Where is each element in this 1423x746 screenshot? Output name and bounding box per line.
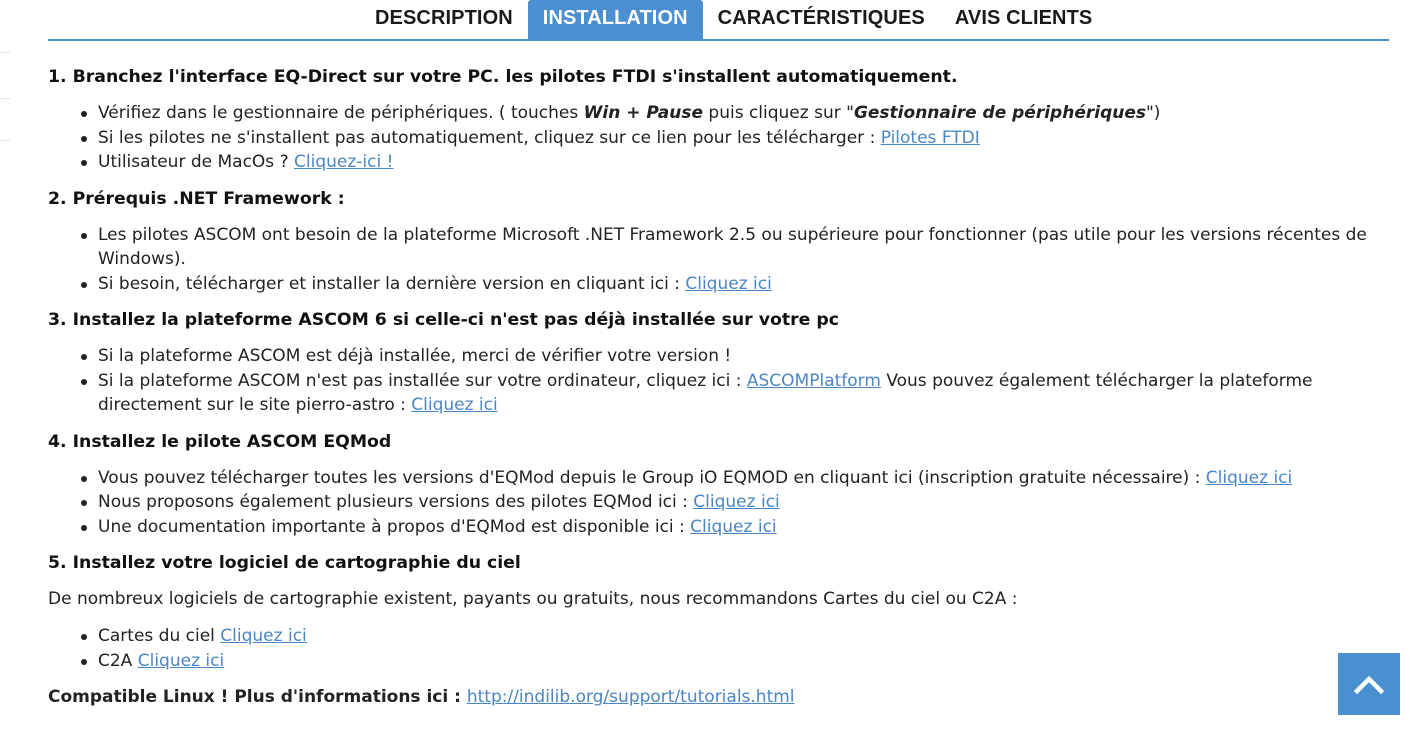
installation-content: [48, 65, 1393, 722]
item-text: Utilisateur de MacOs ?: [98, 152, 294, 172]
list-item: [98, 515, 1393, 540]
tab-caracteristiques[interactable]: CARACTÉRISTIQUES: [717, 7, 925, 29]
section-3-list: [48, 344, 1393, 418]
eqmod-group-link[interactable]: Cliquez ici: [1205, 467, 1293, 488]
indilib-link[interactable]: http://indilib.org/support/tutorials.html: [466, 687, 795, 707]
item-text: C2A: [98, 650, 138, 671]
list-item: [98, 369, 1393, 418]
c2a-link[interactable]: Cliquez ici: [137, 650, 225, 671]
left-edge-marks: [0, 0, 10, 160]
section-1-list: [48, 101, 1393, 175]
section-4-list: [48, 466, 1393, 540]
item-text: Si la plateforme ASCOM est déjà installée, merci de vérifier votre version !: [98, 346, 732, 366]
list-item: [98, 649, 1393, 674]
item-text: "): [1145, 103, 1161, 123]
macos-link[interactable]: Cliquez-ici !: [294, 152, 394, 172]
section-4-heading: 4. Installez le pilote ASCOM EQMod: [48, 431, 392, 452]
item-text: Si besoin, télécharger et installer la dernière version en cliquant ici :: [98, 273, 686, 294]
list-item: [98, 344, 1393, 369]
list-item: [98, 272, 1393, 297]
linux-note-label: Compatible Linux ! Plus d'informations ici :: [48, 687, 467, 707]
item-text: Vous pouvez télécharger toutes les versions d'EQMod depuis le Group iO EQMOD en cliquant ici (inscription gratuite nécessaire) :: [98, 467, 1206, 488]
tab-avis-clients[interactable]: AVIS CLIENTS: [954, 7, 1093, 29]
section-3-heading: 3. Installez la plateforme ASCOM 6 si celle-ci n'est pas déjà installée sur votre pc: [48, 310, 839, 330]
section-5-intro: De nombreux logiciels de cartographie existent, payants ou gratuits, nous recommandons Cartes du ciel ou C2A :: [48, 589, 1018, 609]
list-item: [98, 101, 1393, 126]
item-text: Une documentation importante à propos d'EQMod est disponible ici :: [98, 516, 691, 537]
item-text: Vérifiez dans le gestionnaire de périphériques. ( touches: [98, 103, 584, 123]
section-2-heading: 2. Prérequis .NET Framework :: [48, 188, 345, 209]
shortcut-keys: Win + Pause: [583, 103, 703, 123]
ascom-platform-link[interactable]: ASCOMPlatform: [746, 370, 881, 391]
eqmod-versions-link[interactable]: Cliquez ici: [693, 492, 780, 512]
chevron-up-icon: [1354, 674, 1384, 694]
item-text: Les pilotes ASCOM ont besoin de la plateforme Microsoft .NET Framework 2.5 ou supérieure pour fonctionner (pas utile pour les versions récentes de Windows).: [98, 224, 1367, 269]
linux-note: [48, 685, 1393, 709]
tab-description[interactable]: DESCRIPTION: [375, 7, 513, 29]
tab-row: [360, 0, 1107, 39]
item-text: Nous proposons également plusieurs versions des pilotes EQMod ici :: [98, 492, 694, 512]
section-2-list: [48, 223, 1393, 297]
section-5-heading: 5. Installez votre logiciel de cartographie du ciel: [48, 553, 521, 573]
list-item: [98, 466, 1393, 491]
ftdi-drivers-link[interactable]: Pilotes FTDI: [880, 127, 980, 148]
list-item: [98, 490, 1393, 515]
item-text: Cartes du ciel: [98, 626, 221, 646]
item-text: Vous pouvez également télécharger la plateforme directement sur le site pierro-astro :: [98, 370, 1313, 415]
eqmod-docs-link[interactable]: Cliquez ici: [690, 516, 777, 537]
list-item: [98, 223, 1393, 272]
cartes-du-ciel-link[interactable]: Cliquez ici: [220, 626, 307, 646]
section-5-list: [48, 624, 1393, 673]
section-1-heading: 1. Branchez l'interface EQ-Direct sur votre PC. les pilotes FTDI s'installent automatiquement.: [48, 67, 958, 87]
item-text: Si les pilotes ne s'installent pas automatiquement, cliquez sur ce lien pour les télécharger :: [98, 127, 881, 148]
item-text: puis cliquez sur ": [703, 103, 854, 123]
item-text: Si la plateforme ASCOM n'est pas installée sur votre ordinateur, cliquez ici :: [98, 370, 747, 391]
pierro-astro-link[interactable]: Cliquez ici: [411, 395, 498, 415]
device-manager-label: Gestionnaire de périphériques: [853, 103, 1146, 123]
list-item: [98, 624, 1393, 649]
dotnet-download-link[interactable]: Cliquez ici: [685, 273, 772, 294]
list-item: [98, 150, 1393, 175]
tab-bar: [48, 0, 1389, 41]
list-item: [98, 126, 1393, 151]
scroll-to-top-button[interactable]: [1338, 653, 1400, 715]
tab-installation[interactable]: INSTALLATION: [528, 0, 703, 39]
